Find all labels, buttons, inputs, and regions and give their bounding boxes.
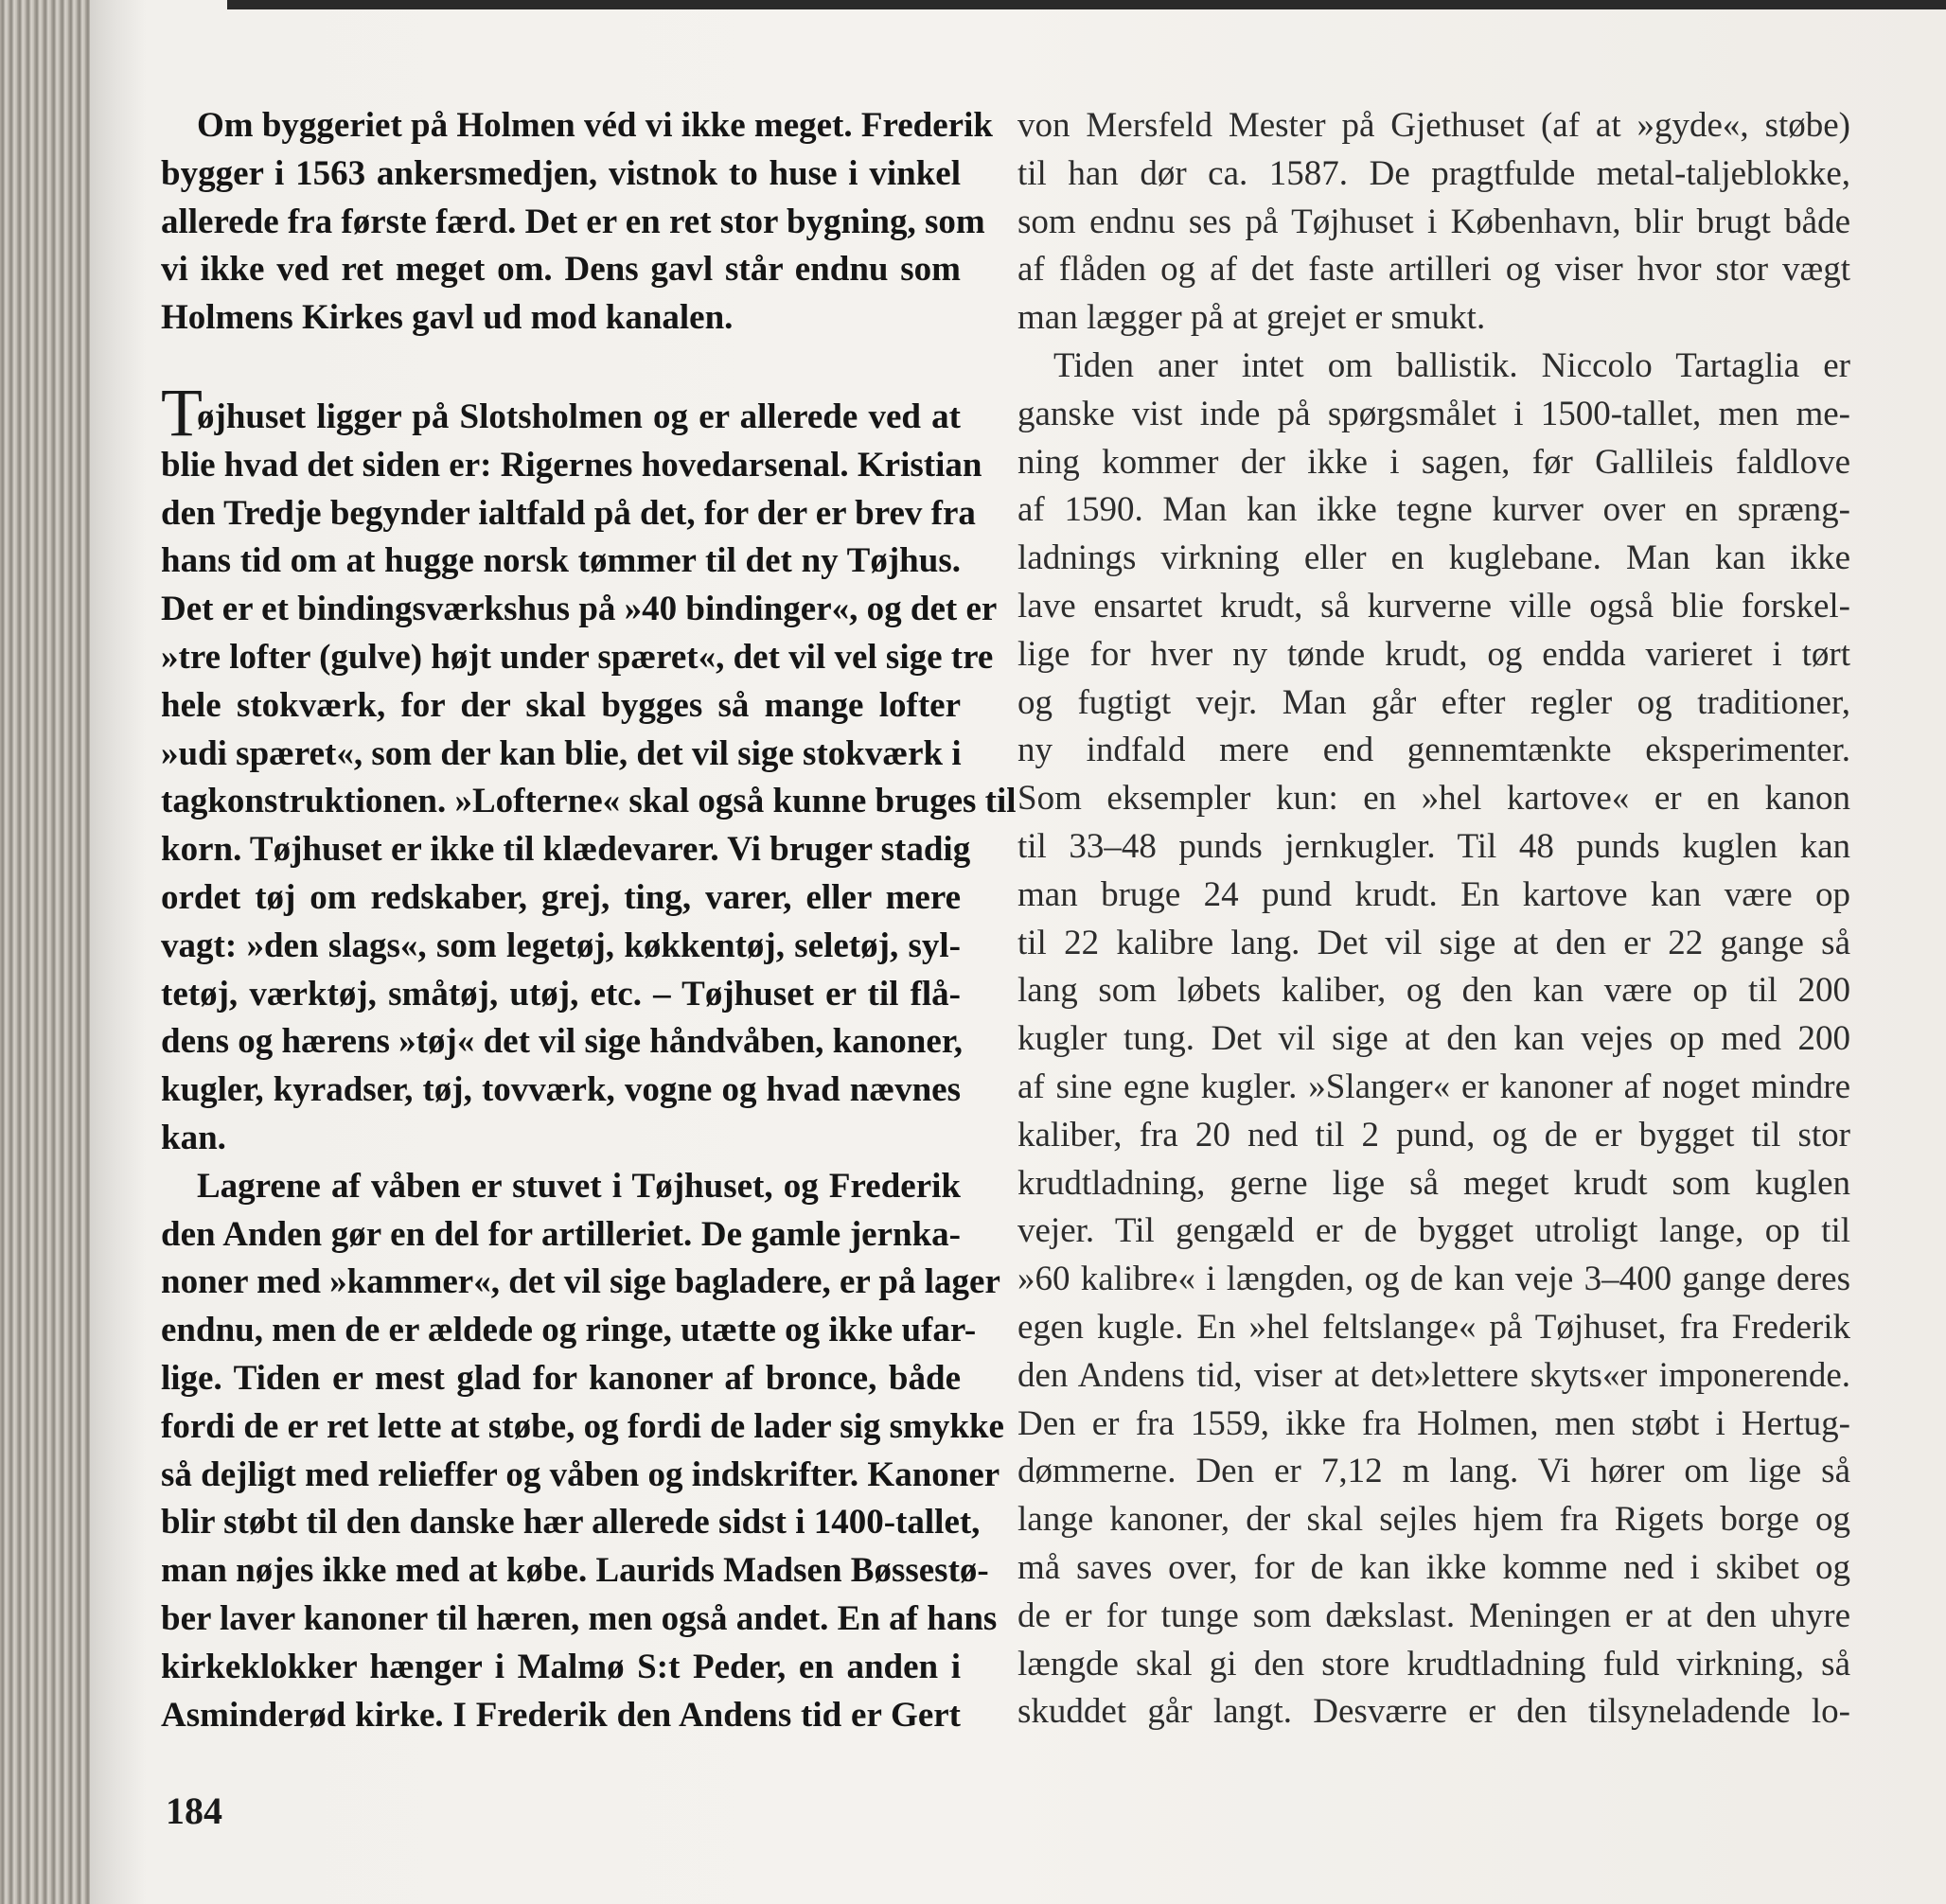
text-line: man nøjes ikke med at købe. Laurids Madsen Bøssestø- [161,1551,989,1591]
text-line: tagkonstruktionen. »Lofterne« skal også kunne bruges til [161,782,1017,821]
text-line-rest: øjhuset ligger på Slotsholmen og er allerede ved at [197,397,961,436]
text-line: Som eksempler kun: en »hel kartove« er en kanon [1017,779,1850,819]
text-line: kan. [161,1118,226,1157]
text-line: ganske vist inde på spørgsmålet i 1500-tallet, men me- [1017,394,1850,433]
text-line: Det er et bindingsværkshus på »40 bindinger«, og det er [161,590,998,629]
text-line: blir støbt til den danske hær allerede sidst i 1400-tallet, [161,1503,981,1543]
text-line: dens og hærens »tøj« det vil sige håndvåben, kanoner, [161,1022,964,1062]
text-line: den Tredje begynder ialtfald på det, for der er brev fra [161,493,976,533]
text-line: lave ensartet krudt, så kurverne ville også blie forskel- [1017,586,1850,626]
text-line: fordi de er ret lette at støbe, og fordi de lader sig smykke [161,1406,1004,1446]
text-line: korn. Tøjhuset er ikke til klædevarer. Vi bruger stadig [161,830,971,870]
section-gap [161,343,961,394]
text-line: Om byggeriet på Holmen véd vi ikke meget. Frederik [197,106,993,145]
text-line [161,374,961,450]
text-line: Den er fra 1559, ikke fra Holmen, men støbt i Hertug- [1017,1403,1850,1443]
left-column [161,102,1017,1739]
text-line: »udi spæret«, som der kan blie, det vil sige stokværk i [161,733,962,773]
text-line: egen kugle. En »hel feltslange« på Tøjhuset, fra Frederik [1017,1307,1850,1347]
text-line: von Mersfeld Mester på Gjethuset (af at »gyde«, støbe) [1017,106,1850,145]
text-line: af flåden og af det faste artilleri og viser hvor stor vægt [1017,250,1850,290]
text-line: tetøj, værktøj, småtøj, utøj, etc. – Tøjhuset er til flå- [161,974,961,1014]
text-line: til 33–48 punds jernkugler. Til 48 punds kuglen kan [1017,826,1850,866]
paragraph-tojhuset [161,374,1017,1163]
text-line: af sine egne kugler. »Slanger« er kanoner af noget mindre [1017,1067,1850,1106]
text-line: »tre lofter (gulve) højt under spæret«, det vil vel sige tre [161,637,994,677]
text-line: lige. Tiden er mest glad for kanoner af bronce, både [161,1358,961,1398]
text-line: Holmens Kirkes gavl ud mod kanalen. [161,298,734,338]
text-line: som endnu ses på Tøjhuset i København, blir brugt både [1017,202,1850,241]
paragraph-byggeriet [161,102,993,343]
text-line: blie hvad det siden er: Rigernes hovedarsenal. Kristian [161,445,982,485]
text-line: og fugtigt vejr. Man går efter regler og traditioner, [1017,682,1850,722]
text-line: skuddet går langt. Desværre er den tilsyneladende lo- [1017,1692,1850,1732]
page-number: 184 [166,1789,222,1832]
text-line: ladnings virkning eller en kuglebane. Man kan ikke [1017,538,1850,578]
paragraph-lagrene [161,1163,1004,1740]
spine-shadow [90,0,147,1904]
text-line: krudtladning, gerne lige så meget krudt som kuglen [1017,1163,1850,1203]
text-line: så dejligt med relieffer og våben og indskrifter. Kanoner [161,1454,1000,1494]
text-line: lige for hver ny tønde krudt, og endda varieret i tørt [1017,634,1850,674]
text-line: de er for tunge som dækslast. Meningen er at den uhyre [1017,1595,1850,1635]
text-line: den Andens tid, viser at det»lettere skyts«er imponerende. [1017,1355,1850,1395]
text-line: kugler tung. Det vil sige at den kan vejes op med 200 [1017,1019,1850,1059]
text-line: »60 kalibre« i længden, og de kan veje 3–400 gange deres [1017,1260,1850,1299]
text-line: hele stokværk, for der skal bygges så mange lofter [161,685,961,725]
text-line: længde skal gi den store krudtladning fuld virkning, så [1017,1644,1850,1684]
right-column [1017,102,1850,1737]
text-line: Lagrene af våben er stuvet i Tøjhuset, og Frederik [197,1166,961,1206]
book-spine-edge [0,0,90,1904]
text-line: til 22 kalibre lang. Det vil sige at den er 22 gange så [1017,923,1850,962]
paragraph-ballistik [1017,343,1850,1737]
text-line: hans tid om at hugge norsk tømmer til det ny Tøjhus. [161,541,961,581]
text-line: vejer. Til gengæld er de bygget utroligt lange, op til [1017,1211,1850,1251]
text-line: må saves over, for de kan ikke komme ned i skibet og [1017,1547,1850,1587]
top-edge-rule [227,0,1946,9]
text-line: ning kommer der ikke i sagen, før Gallileis faldlove [1017,442,1850,482]
text-line: den Anden gør en del for artilleriet. De gamle jernka- [161,1214,961,1254]
text-line: vagt: »den slags«, som legetøj, køkkentøj, seletøj, syl- [161,926,961,965]
text-line: noner med »kammer«, det vil sige bagladere, er på lager [161,1262,1000,1302]
text-line: man bruge 24 pund krudt. En kartove kan være op [1017,874,1850,914]
text-line: kugler, kyradser, tøj, tovværk, vogne og hvad nævnes [161,1070,961,1110]
text-line: lang som løbets kaliber, og den kan være op til 200 [1017,971,1850,1011]
text-line: Tiden aner intet om ballistik. Niccolo Tartaglia er [1053,345,1850,385]
text-line: ber laver kanoner til hæren, men også andet. En af hans [161,1598,998,1638]
text-line: lange kanoner, der skal sejles hjem fra Rigets borge og [1017,1500,1850,1540]
text-line: til han dør ca. 1587. De pragtfulde metal-taljeblokke, [1017,153,1850,193]
text-line: ordet tøj om redskaber, grej, ting, varer, eller mere [161,877,961,917]
text-line: kirkeklokker hænger i Malmø S:t Peder, en anden i [161,1647,961,1686]
text-line: Asminderød kirke. I Frederik den Andens tid er Gert [161,1695,961,1735]
text-line: endnu, men de er ældede og ringe, utætte og ikke ufar- [161,1311,977,1350]
text-line: man lægger på at grejet er smukt. [1017,298,1486,338]
text-line: bygger i 1563 ankersmedjen, vistnok to huse i vinkel [161,153,961,193]
text-line: af 1590. Man kan ikke tegne kurver over en spræng- [1017,490,1850,530]
text-line: allerede fra første færd. Det er en ret stor bygning, som [161,202,985,241]
text-line: vi ikke ved ret meget om. Dens gavl står endnu som [161,250,961,290]
drop-cap: T [161,374,203,450]
text-line: kaliber, fra 20 ned til 2 pund, og de er bygget til stor [1017,1115,1850,1155]
paragraph-mersfeld [1017,102,1850,343]
text-line: ny indfald mere end gennemtænkte eksperimenter. [1017,731,1850,770]
text-line: dømmerne. Den er 7,12 m lang. Vi hører om lige så [1017,1452,1850,1491]
